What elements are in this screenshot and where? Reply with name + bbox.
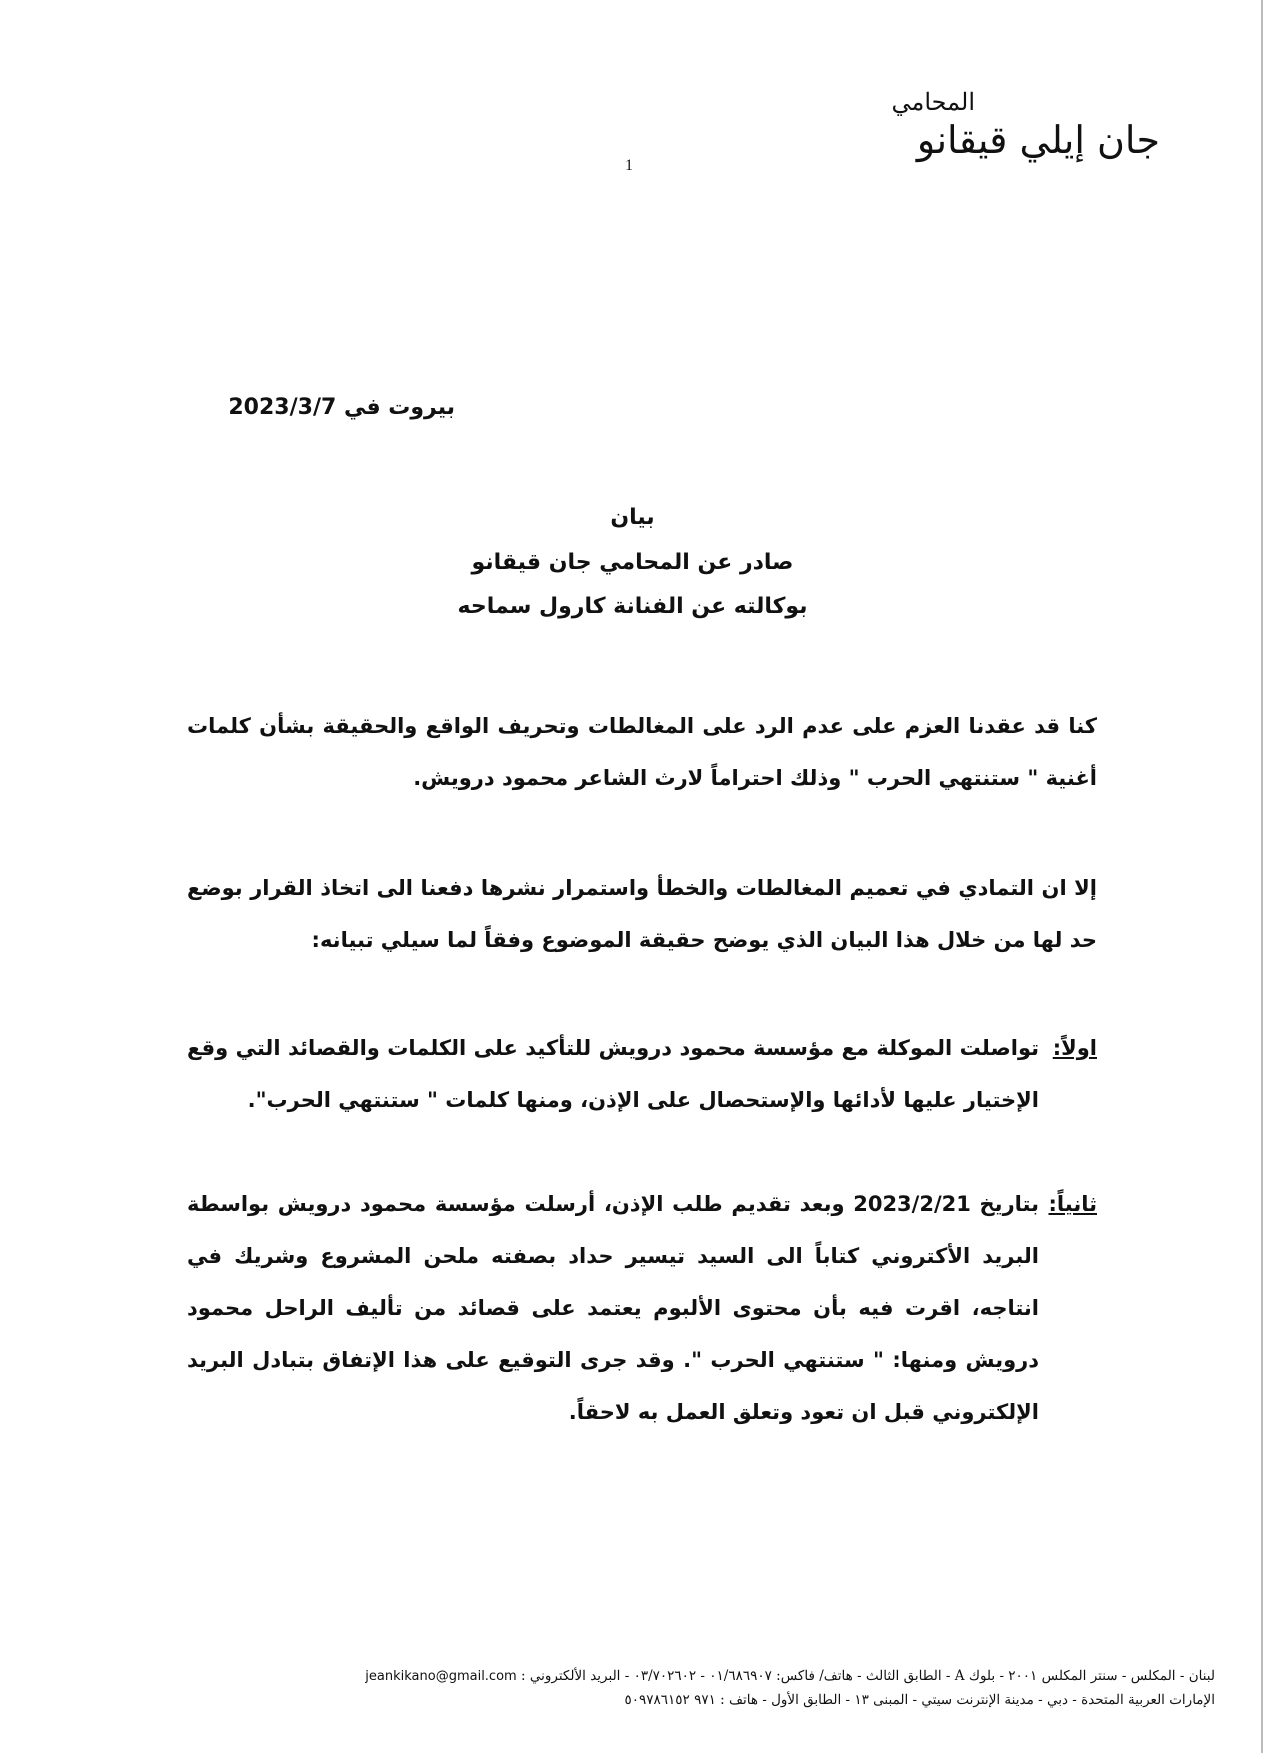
item-text: بتاريخ 2023/2/21 وبعد تقديم طلب الإذن، أرسلت مؤسسة محمود درويش بواسطة البريد الأكتروني كتاباً الى السيد تيسير حداد بصفته ملحن المشروع وشريك في انتاجه، اقرت فيه بأن محتوى الألبوم يعتمد على قصائد من تأليف الراحل محمود درويش ومنها: " ستنتهي الحرب ". وقد جرى التوقيع على هذا الإتفاق بتبادل البريد الإلكتروني قبل ان تعود وتعلق العمل به لاحقاً.: [187, 1192, 1039, 1424]
heading-line-2: صادر عن المحامي جان قيقانو: [471, 550, 794, 575]
footer-line-2: الإمارات العربية المتحدة - دبي - مدينة الإنترنت سيتي - المبنى ١٣ - الطابق الأول - هاتف : ٩٧١ ٥٠٩٧٨٦١٥٢: [624, 1692, 1215, 1708]
footer-email: jeankikano@gmail.com: [365, 1669, 517, 1684]
item-2: [187, 1178, 1097, 1438]
page-number: 1: [625, 157, 633, 174]
letterhead-title: المحامي: [891, 88, 975, 116]
item-text: تواصلت الموكلة مع مؤسسة محمود درويش للتأكيد على الكلمات والقصائد التي وقع الإختيار عليها لأدائها والإستحصال على الإذن، ومنها كلمات " ستنتهي الحرب".: [187, 1036, 1039, 1112]
item-label: اولاً:: [1052, 1036, 1097, 1060]
footer-line-1: [20, 1665, 1215, 1688]
date-line: بيروت في 2023/3/7: [228, 395, 455, 420]
page-edge: [1261, 0, 1263, 1753]
heading-line-1: بيان: [610, 505, 655, 530]
item-label: ثانياً:: [1048, 1192, 1097, 1216]
heading-line-3: بوكالته عن الفنانة كارول سماحه: [457, 594, 808, 619]
item-1: [187, 1022, 1097, 1126]
paragraph-2: إلا ان التمادي في تعميم المغالطات والخطأ واستمرار نشرها دفعنا الى اتخاذ القرار بوضع حد لها من خلال هذا البيان الذي يوضح حقيقة الموضوع وفقاً لما سيلي تبيانه:: [187, 876, 1097, 952]
paragraph-1: كنا قد عقدنا العزم على عدم الرد على المغالطات وتحريف الواقع والحقيقة بشأن كلمات أغنية " ستنتهي الحرب " وذلك احتراماً لارث الشاعر محمود درويش.: [187, 714, 1097, 790]
footer-address-lebanon: لبنان - المكلس - سنتر المكلس ٢٠٠١ - بلوك A - الطابق الثالث - هاتف/ فاكس: ٠١/٦٨٦٩٠٧ - ٠٣/٧٠٢٦٠٢ - البريد الألكتروني :: [521, 1668, 1215, 1684]
letterhead-name: جان إيلي قيقانو: [916, 118, 1160, 162]
